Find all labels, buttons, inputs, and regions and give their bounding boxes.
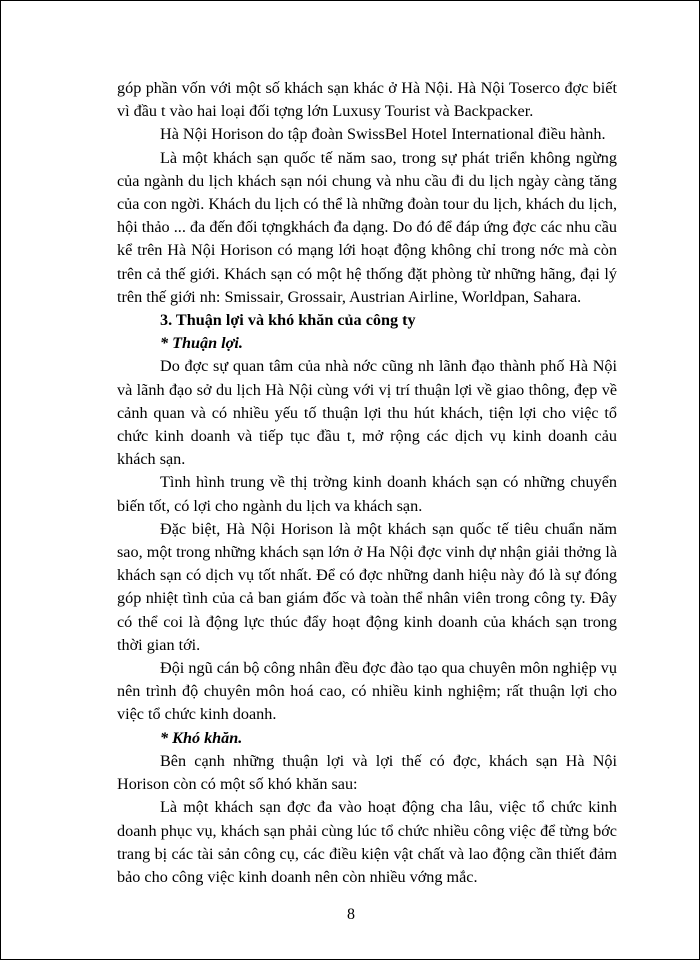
section-heading: 3. Thuận lợi và khó khăn của công ty xyxy=(160,311,416,330)
paragraph-advantages-2: Tình hình trung về thị trờng kinh doanh khách sạn có những chuyển biến tốt, có lợi cho ngành du lịch va khách sạn. xyxy=(117,473,617,515)
paragraph-advantages-1: Do đợc sự quan tâm của nhà nớc cũng nh lãnh đạo thành phố Hà Nội và lãnh đạo sở du lịch Hà Nội cùng với vị trí thuận lợi về giao thông, đẹp về cảnh quan và có nhiều yếu tố thuận lợi thu hút khách, tiện lợi cho việc tổ chức kinh doanh và tiếp tục đầu t, mở rộng các dịch vụ kinh doanh cảu khách sạn. xyxy=(117,357,617,469)
page-number: 8 xyxy=(347,906,355,923)
paragraph-difficulties-2: Là một khách sạn đợc đa vào hoạt động cha lâu, việc tổ chức kinh doanh phục vụ, khách sạn phải cùng lúc tổ chức nhiều công việc để từng bớc trang bị các tài sản công cụ, các điều kiện vật chất và lao động cần thiết đảm bảo cho công việc kinh doanh nên còn nhiều vớng mắc. xyxy=(117,798,617,886)
paragraph-continuation: góp phần vốn với một số khách sạn khác ở Hà Nội. Hà Nội Toserco đợc biết vì đầu t vào hai loại đối tợng lớn Luxusy Tourist và Backpacker. xyxy=(117,79,617,121)
paragraph-international-hotel: Là một khách sạn quốc tế năm sao, trong sự phát triển không ngừng của ngành du lịch khách sạn nói chung và nhu cầu đi du lịch ngày càng tăng của con ngời. Khách du lịch có thể là những đoàn tour du lịch, khách du lịch, hội thảo ... đa đến đối tợngkhách đa dạng. Do đó để đáp ứng đợc các nhu cầu kể trên Hà Nội Horison có mạng lới hoạt động không chỉ trong nớc mà còn trên cả thế giới. Khách sạn có một hệ thống đặt phòng từ những hãng, đại lý trên thế giới nh: Smissair, Grossair, Austrian Airline, Worldpan, Sahara. xyxy=(117,148,617,306)
paragraph-advantages-4: Đội ngũ cán bộ công nhân đều đợc đào tạo qua chuyên môn nghiệp vụ nên trình độ chuyên môn hoá cao, có nhiều kinh nghiệm; rất thuận lợi cho việc tổ chức kinh doanh. xyxy=(117,659,617,724)
subheading-difficulties: * Khó khăn. xyxy=(160,728,243,747)
document-body xyxy=(117,77,617,889)
subheading-advantages: * Thuận lợi. xyxy=(160,334,243,353)
paragraph-difficulties-1: Bên cạnh những thuận lợi và lợi thế có đợc, khách sạn Hà Nội Horison còn có một số khó khăn sau: xyxy=(117,751,617,794)
paragraph-advantages-3: Đặc biệt, Hà Nội Horison là một khách sạn quốc tế tiêu chuẩn năm sao, một trong những khách sạn lớn ở Ha Nội đợc vinh dự nhận giải thởng là khách sạn có dịch vụ tốt nhất. Để có đợc những danh hiệu này đó là sự đóng góp nhiệt tình của cả ban giám đốc và toàn thể nhân viên trong công ty. Đây có thể coi là động lực thúc đẩy hoạt động kinh doanh của khách sạn trong thời gian tới. xyxy=(117,519,617,654)
paragraph-management: Hà Nội Horison do tập đoàn SwissBel Hotel International điều hành. xyxy=(160,125,606,144)
